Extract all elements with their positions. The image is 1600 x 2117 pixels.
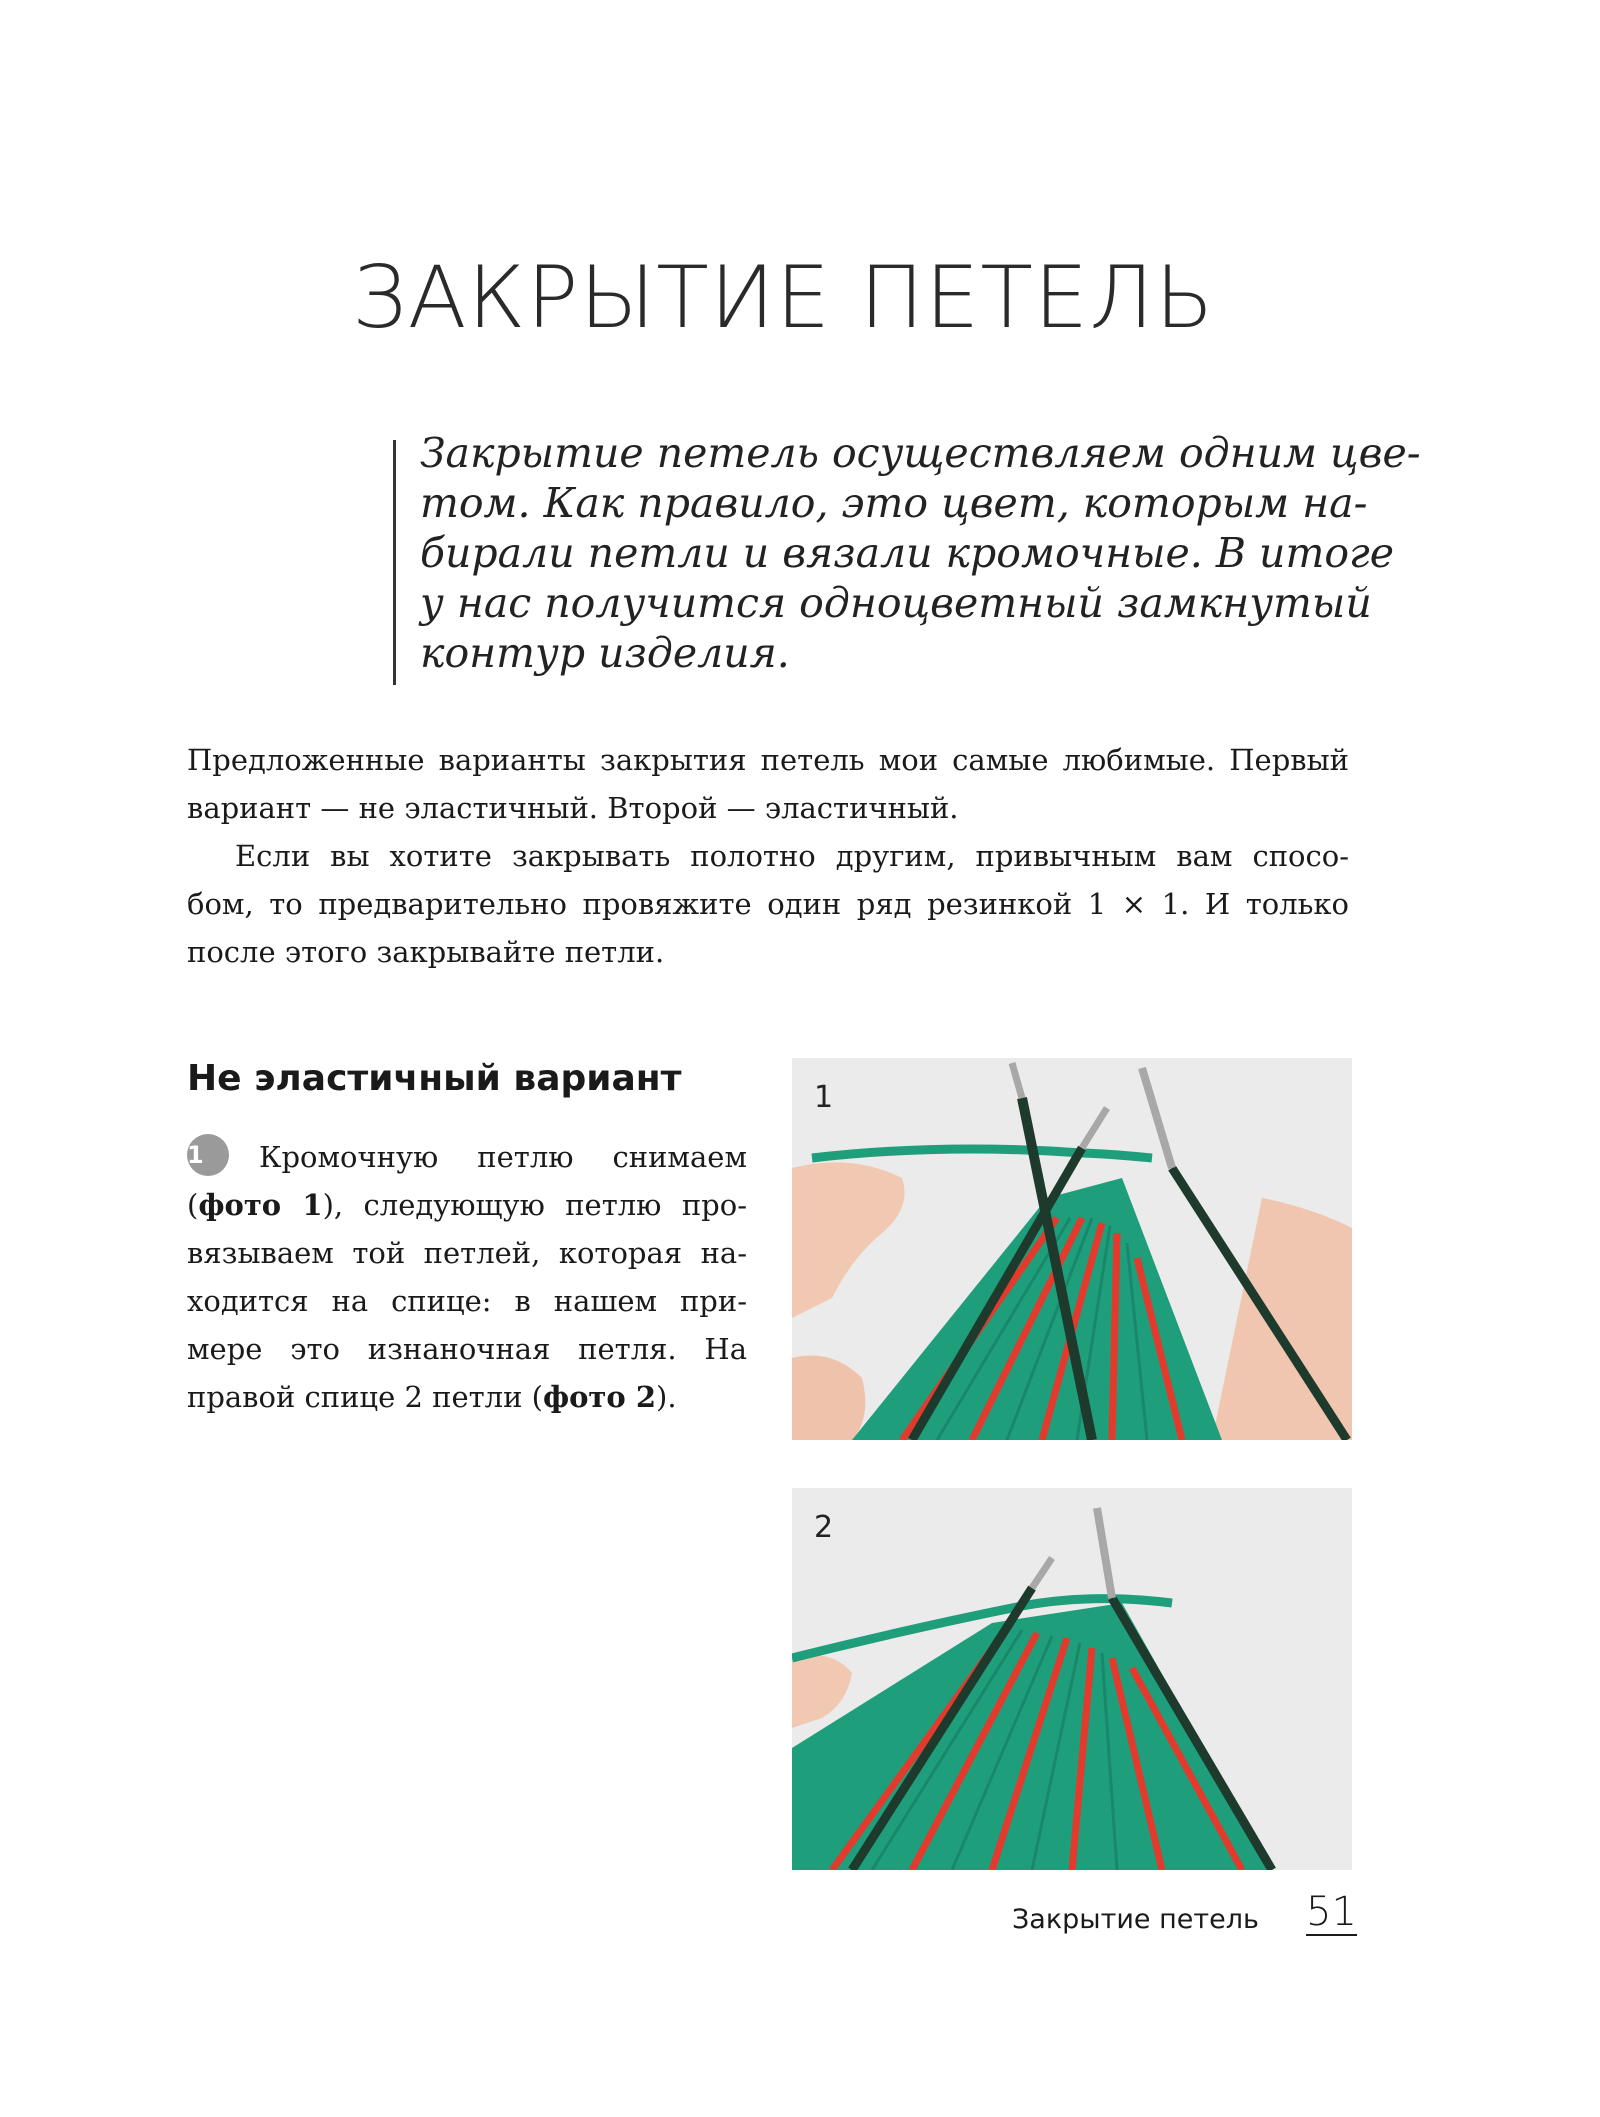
step-1-text [187, 1133, 747, 1421]
body-line: Предложенные варианты закрытия петель мои самые любимые. Первый [187, 743, 1349, 777]
lead-line: том. Как правило, это цвет, которым на- [420, 479, 1368, 527]
step-text: Кромочную петлю снимаем [259, 1140, 747, 1174]
lead-line: бирали петли и вязали кромочные. В итоге [420, 529, 1394, 577]
knitting-illustration [792, 1058, 1352, 1440]
step-line [187, 1133, 747, 1181]
body-line: бом, то предварительно провяжите один ряд резинкой 1 × 1. И только [187, 887, 1349, 921]
lead-paragraph [420, 428, 1421, 678]
step-number-badge: 1 [187, 1134, 229, 1176]
knitting-illustration [792, 1488, 1352, 1870]
body-text [187, 736, 1349, 976]
photo-number: 1 [814, 1080, 834, 1115]
step-line [187, 1181, 747, 1229]
step-text: ), следующую петлю про- [322, 1188, 747, 1222]
lead-line: Закрытие петель осуществляем одним цве- [420, 429, 1421, 477]
body-line: после этого закрывайте петли. [187, 935, 665, 969]
knitting-photo-1 [792, 1058, 1352, 1440]
step-text: ). [656, 1380, 677, 1414]
step-line: вязываем той петлей, которая на- [187, 1236, 747, 1270]
body-line: Если вы хотите закрывать полотно другим, привычным вам спосо- [235, 839, 1349, 873]
page-title: ЗАКРЫТИЕ ПЕТЕЛЬ [352, 248, 1215, 348]
step-line: ходится на спице: в нашем при- [187, 1284, 747, 1318]
body-line: вариант — не эластичный. Второй — эластичный. [187, 791, 959, 825]
running-footer: Закрытие петель [1012, 1904, 1259, 1935]
page-number: 51 [1306, 1889, 1357, 1935]
knitting-photo-2 [792, 1488, 1352, 1870]
lead-line: у нас получится одноцветный замкнутый [420, 579, 1372, 627]
photo-reference: фото 1 [198, 1188, 323, 1222]
step-line: мере это изнаночная петля. На [187, 1332, 747, 1366]
step-text: ( [187, 1188, 199, 1222]
photo-reference: фото 2 [542, 1380, 657, 1414]
lead-divider [393, 440, 396, 685]
lead-line: контур изделия. [420, 629, 790, 677]
step-line [187, 1373, 747, 1421]
section-heading: Не эластичный вариант [187, 1058, 682, 1099]
step-text: правой спице 2 петли ( [187, 1380, 543, 1414]
photo-number: 2 [814, 1510, 834, 1545]
